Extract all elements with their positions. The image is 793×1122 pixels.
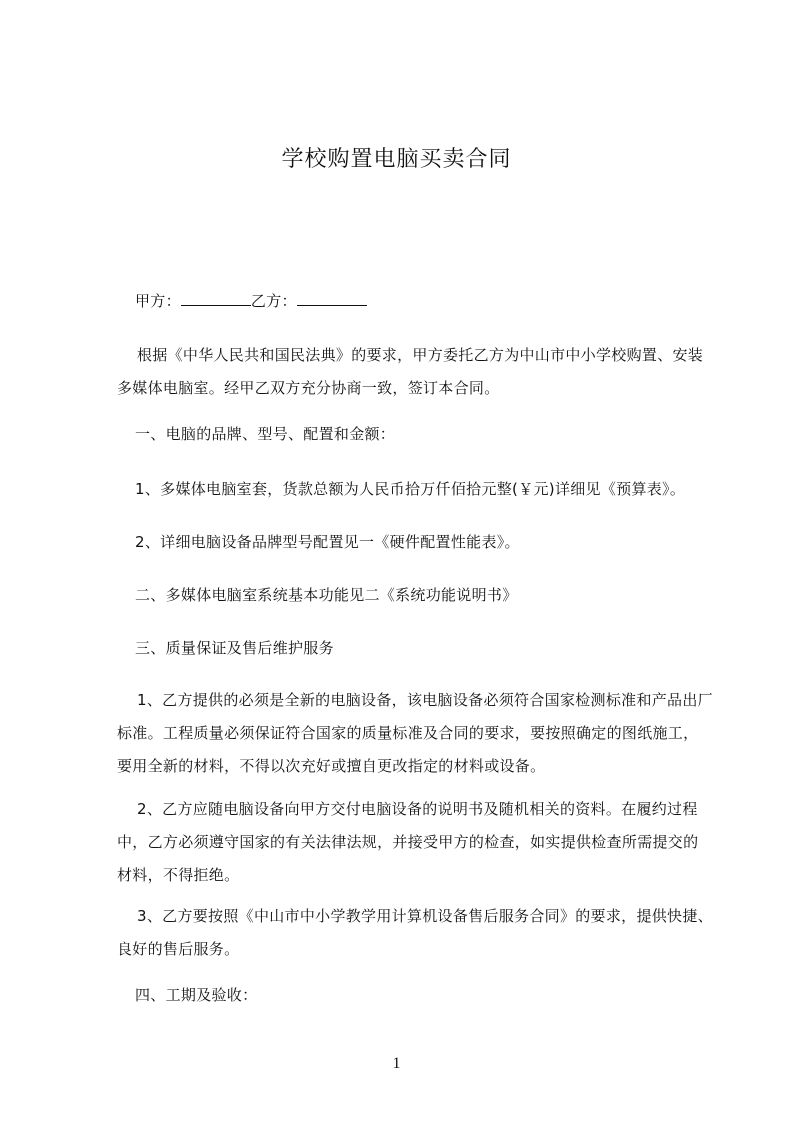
party-b-label: 乙方： bbox=[250, 292, 297, 310]
section-3-item-3: 3、乙方要按照《中山市中小学教学用计算机设备售后服务合同》的要求，提供快捷、良好的售后服务。 bbox=[117, 907, 713, 958]
section-1-item-2: 2、详细电脑设备品牌型号配置见一《硬件配置性能表》。 bbox=[135, 533, 520, 551]
document-title: 学校购置电脑买卖合同 bbox=[281, 147, 512, 172]
section-3-item-2: 2、乙方应随电脑设备向甲方交付电脑设备的说明书及随机相关的资料。在履约过程中，乙方必须遵守国家的有关法律法规，并接受甲方的检查，如实提供检查所需提交的材料，不得拒绝。 bbox=[117, 800, 699, 884]
section-3-heading: 三、质量保证及售后维护服务 bbox=[135, 639, 334, 657]
party-a-label: 甲方： bbox=[135, 292, 181, 310]
intro-paragraph: 根据《中华人民共和国民法典》的要求，甲方委托乙方为中山市中小学校购置、安装多媒体电脑室。经甲乙双方充分协商一致，签订本合同。 bbox=[117, 346, 704, 397]
section-2-heading: 二、多媒体电脑室系统基本功能见二《系统功能说明书》 bbox=[135, 586, 518, 604]
section-1-item-1: 1、多媒体电脑室套，货款总额为人民币拾万仟佰拾元整(￥元)详细见《预算表》。 bbox=[135, 480, 686, 498]
party-b-blank bbox=[297, 293, 367, 306]
page-number: 1 bbox=[392, 1055, 401, 1072]
section-4-heading: 四、工期及验收： bbox=[135, 986, 258, 1004]
party-a-blank bbox=[181, 293, 251, 306]
section-1-heading: 一、电脑的品牌、型号、配置和金额： bbox=[135, 425, 396, 443]
parties-line bbox=[135, 291, 367, 311]
section-3-item-1: 1、乙方提供的必须是全新的电脑设备，该电脑设备必须符合国家检测标准和产品出厂标准。工程质量必须保证符合国家的质量标准及合同的要求，要按照确定的图纸施工，要用全新的材料，不得以次充好或擅自更改指定的材料或设备。 bbox=[117, 691, 713, 775]
